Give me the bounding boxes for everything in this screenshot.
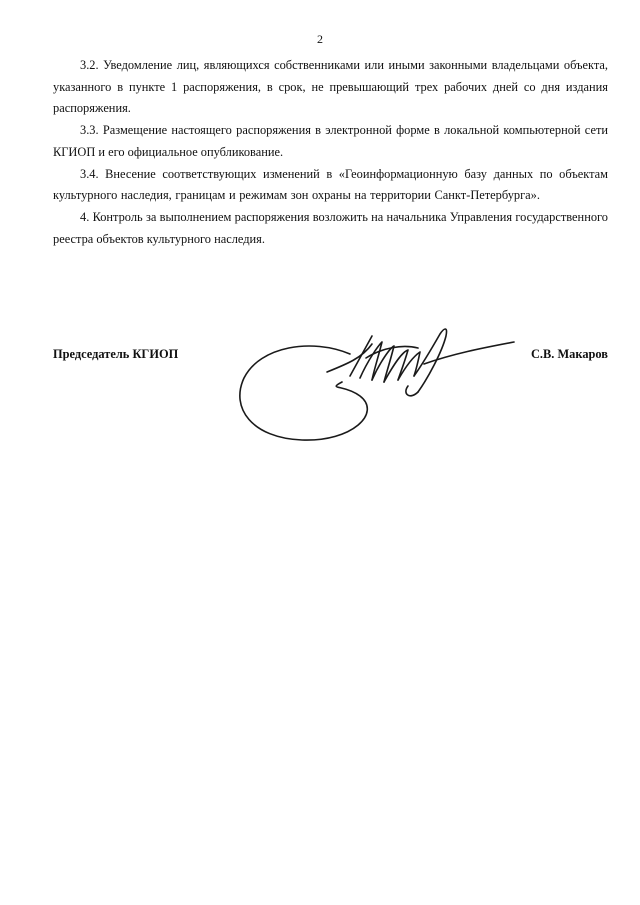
signatory-name: С.В. Макаров [530, 347, 608, 361]
paragraph-3-2: 3.2. Уведомление лиц, являющихся собственниками или иными законными владельцами объекта, указанного в пункте 1 распоряжения, в срок, не превышающий трех рабочих дней со дня издания распоряжения. [53, 58, 608, 116]
paragraph-3-4: 3.4. Внесение соответствующих изменений в «Геоинформационную базу данных по объектам культурного наследия, границам и режимам зон охраны на территории Санкт-Петербурга». [53, 166, 608, 203]
page-number: 2 [317, 32, 323, 46]
signatory-title: Председатель КГИОП [53, 347, 179, 361]
paragraph-4: 4. Контроль за выполнением распоряжения возложить на начальника Управления государственного реестра объектов культурного наследия. [53, 209, 608, 246]
document-body [53, 55, 608, 250]
paragraph-3-3: 3.3. Размещение настоящего распоряжения в электронной форме в локальной компьютерной сети КГИОП и его официальное опубликование. [53, 123, 608, 159]
handwritten-signature-icon [232, 318, 522, 453]
